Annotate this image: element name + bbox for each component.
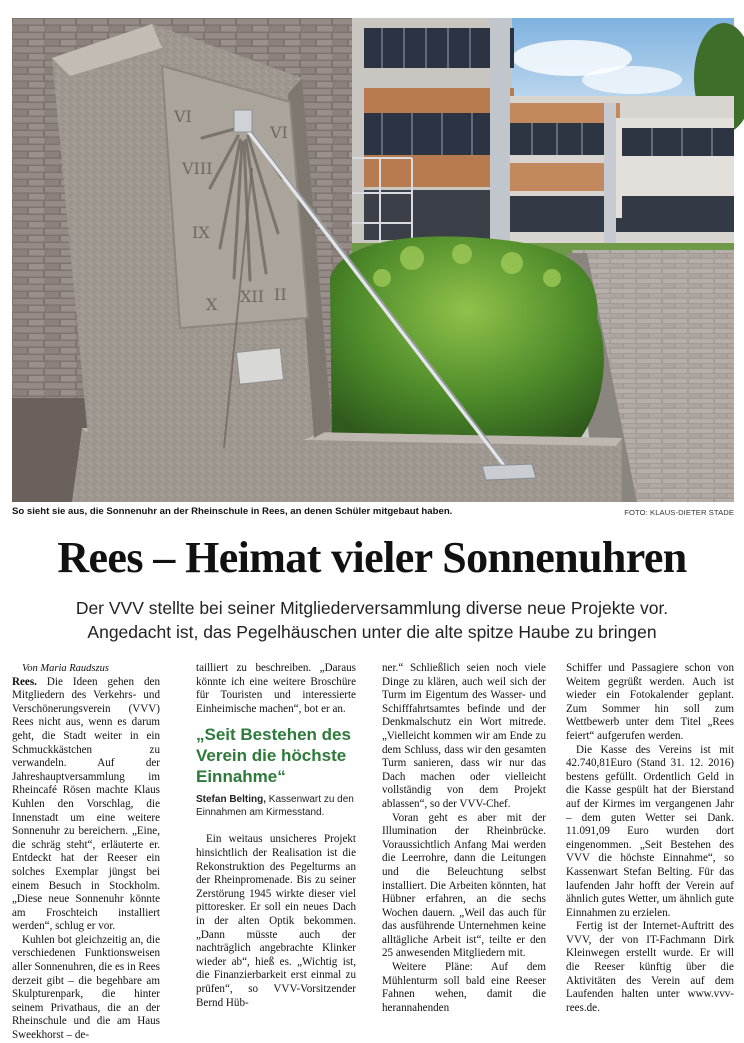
headline: Rees – Heimat vieler Sonnenuhren: [57, 533, 687, 582]
sundial-photo: [12, 18, 734, 502]
dial-numeral: X: [206, 295, 218, 314]
article-column-3: [382, 662, 546, 1022]
article-paragraph: Kuhlen bot gleichzeitig an, die verschiedenen Funktionsweisen aller Sonnenuhren, die es in Rees derzeit gibt – die begehbare am Skulpturenpark, die hinter seinem Privathaus, die an der Rheinschule und die am Haus Sweekhorst – de-: [12, 933, 160, 1042]
article-paragraph: [12, 676, 160, 934]
quote-role: Kassenwart zu den Einnahmen am Kirmesstand.: [196, 794, 354, 819]
article-column-1: [12, 662, 160, 1042]
subhead-line: Der VVV stellte bei seiner Mitgliederversammlung diverse neue Projekte vor.: [75, 598, 669, 618]
article-column-2: [196, 662, 356, 1022]
dial-numeral: II: [274, 285, 287, 304]
pull-quote-attribution: [196, 793, 356, 819]
article-paragraph: Fertig ist der Internet-Auftritt des VVV, der von IT-Fachmann Dirk Kleinwegen erstellt wurde. Er will die Reeser künftig über die Aktivitäten des Verein auf dem Laufenden halten unter www.vvv-rees.de.: [566, 920, 734, 1014]
subheadline: [20, 596, 724, 644]
byline: Von Maria Raudszus: [22, 663, 109, 674]
article-paragraph: Die Kasse des Vereins ist mit 42.740,81Euro (Stand 31. 12. 2016) bestens gefüllt. Ordentlich Geld in die Kasse gespült hat der Bierstand auf der Kirmes im vergangenen Jahr – dem guten Wetter sei Dank. 11.091,09 Euro wurden dort eingenommen. „Seit Bestehen des VVV die höchste Einnahme“, so Kassenwart Stefan Belting. Für das laufenden Jahr hofft der Verein auf ähnlich gutes Wetter, um ähnlich gute Einnahmen zu erzielen.: [566, 743, 734, 919]
article-paragraph: ner.“ Schließlich seien noch viele Dinge zu klären, auch weil sich der Turm im Eigentum des Wasser- und Schifffahrtsamtes befinde und der Denkmalschutz ein Wort mitrede. „Vielleicht kommen wir am Ende zu dem Schluss, dass wir den gesamten Turm sanieren, dass wir nur das Dach machen oder vielleicht vollständig von dem Projekt ablassen“, so der VVV-Chef.: [382, 662, 546, 810]
paragraph-text: Die Ideen gehen den Mitgliedern des Verkehrs- und Verschönerungsverein (VVV) Rees nicht aus, wenn es darum geht, die Stadt weiter in ein Schmuckkästchen zu verwandeln. Auf der Jahreshauptversammlung im Rheincafé Rösen machte Klaus Kuhlen den Vorschlag, die Innenstadt um eine weitere Sonnenuhr zu bereichern. „Eine, die schräg steht“, erläuterte er. Entdeckt hat der Reeser ein solches Exemplar jüngst bei einem Besuch in Stockholm. „Diese neue Sonnenuhr könnte am Froschteich installiert werden“, schlug er vor.: [12, 675, 160, 933]
article-paragraph: tailliert zu beschreiben. „Daraus könnte ich eine weitere Broschüre für Touristen und interessierte Einheimische machen“, bot er an.: [196, 662, 356, 715]
dial-numeral: VI: [174, 107, 192, 126]
photo-caption: So sieht sie aus, die Sonnenuhr an der Rheinschule in Rees, an denen Schüler mitgebaut haben.: [12, 506, 453, 517]
article-paragraph: Schiffer und Passagiere schon von Weitem gegrüßt werden. Auch ist wieder ein Fotokalender geplant. Zum Sommer hin soll zum Wettbewerb unter dem Titel „Rees feiert“ aufgerufen werden.: [566, 662, 734, 742]
pull-quote: „Seit Bestehen des Verein die höchste Einnahme“: [196, 725, 351, 787]
article-paragraph: Voran geht es aber mit der Illumination der Rheinbrücke. Voraussichtlich Anfang Mai werden die Leerrohre, dann die Leitungen und die Beleuchtung selbst installiert. Die Arbeiten könnten, hat Hübner erfahren, an die sechs Wochen dauern. „Weil das auch für das ausführende Unternehmen keine alltägliche Arbeit ist“, teilte er den 25 anwesenden Mitgliedern mit.: [382, 811, 546, 960]
article-column-4: [566, 662, 734, 1022]
sundial-illustration: [12, 18, 734, 502]
dateline: Rees.: [12, 675, 37, 688]
subhead-line: Angedacht ist, das Pegelhäuschen unter die alte spitze Haube zu bringen: [87, 622, 657, 642]
dial-numeral: VI: [270, 123, 288, 142]
dial-numeral: VIII: [182, 159, 213, 178]
photo-credit: FOTO: KLAUS-DIETER STADE: [624, 508, 734, 517]
article-paragraph: Ein weitaus unsicheres Projekt hinsichtlich der Realisation ist die Rekonstruktion des Pegelturms an der Rheinpromenade. Bis zu seiner Zerstörung 1945 wirkte dieser viel pittoresker. Er soll ein neues Dach in der alten Optik bekommen. „Dann müsste auch der nachträglich angebrachte Klinker wieder ab“, hieß es. „Wichtig ist, die Finanzierbarkeit erst einmal zu prüfen“, so VVV-Vorsitzender Bernd Hüb-: [196, 833, 356, 1009]
article-paragraph: Weitere Pläne: Auf dem Mühlenturm soll bald eine Reeser Fahnen wehen, damit die herannahenden: [382, 961, 546, 1014]
dial-numeral: XII: [240, 287, 265, 306]
quote-name: Stefan Belting,: [196, 794, 267, 806]
dial-numeral: IX: [192, 223, 210, 242]
